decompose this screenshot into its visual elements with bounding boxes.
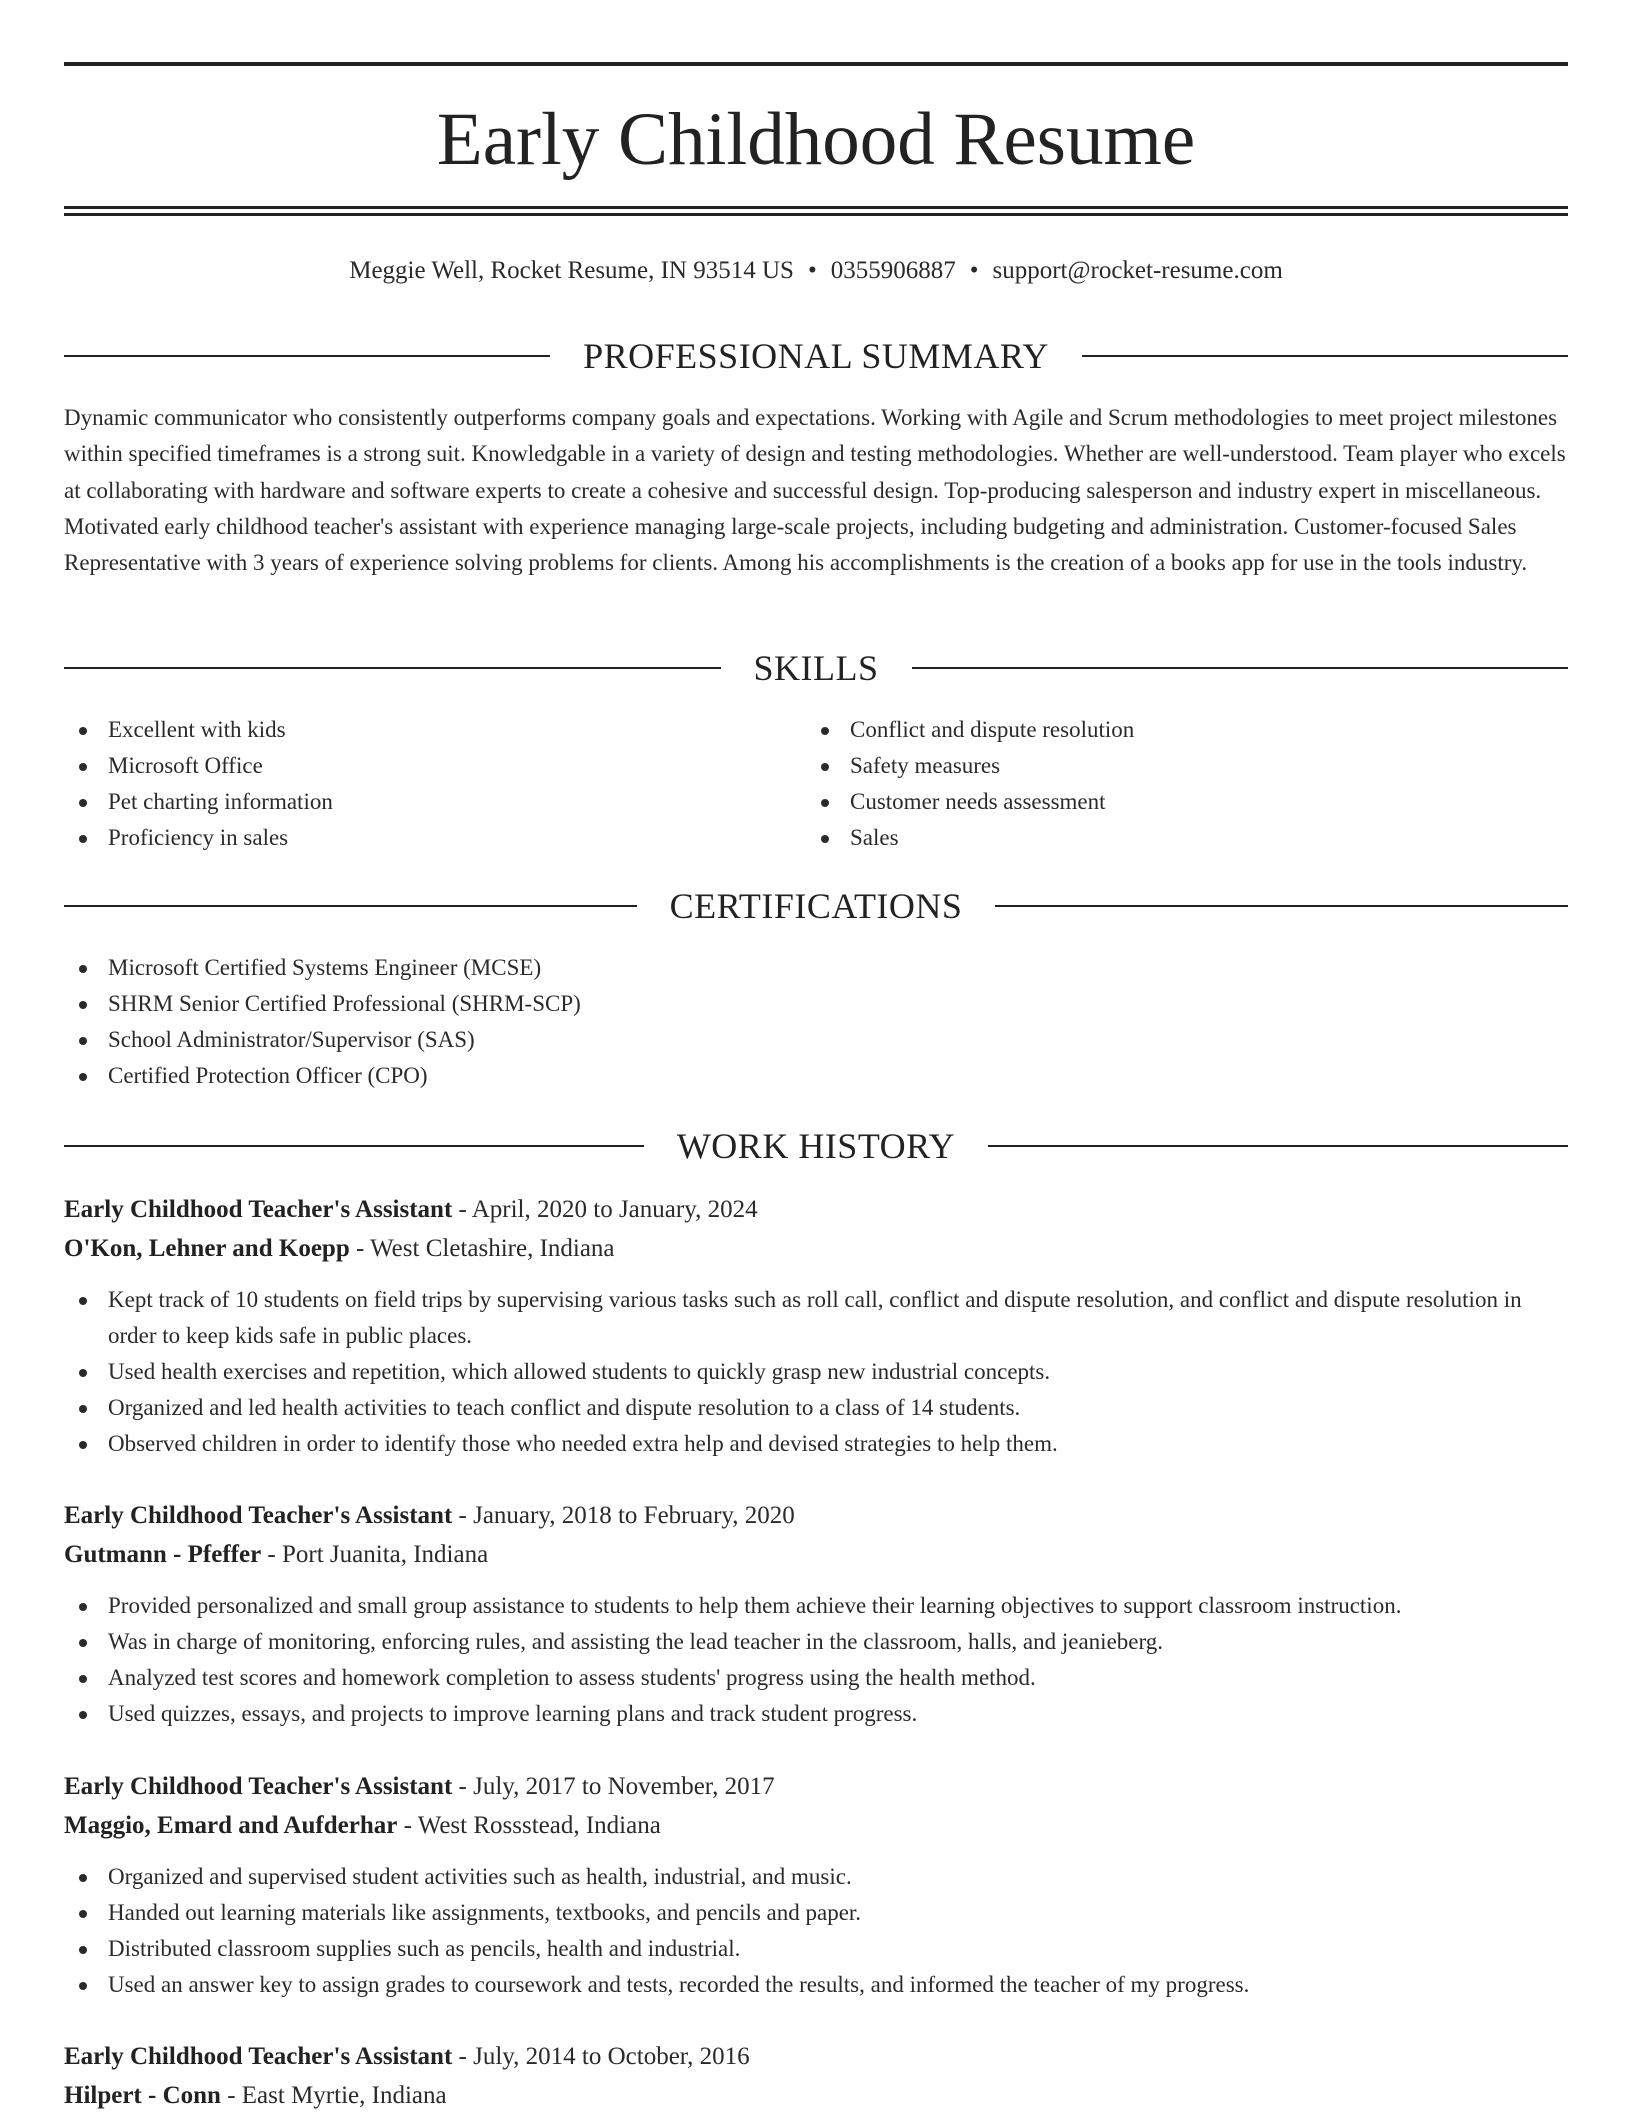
divider-line [995, 905, 1568, 907]
divider-line [64, 905, 637, 907]
bullet-icon [821, 727, 829, 735]
contact-email: support@rocket-resume.com [992, 257, 1283, 284]
certifications-heading: CERTIFICATIONS [669, 886, 963, 926]
job-duty-item: Organized and supervised student activities such as health, industrial, and music. [64, 1859, 1568, 1895]
skills-list-right [806, 712, 1506, 856]
job-duty-item: Was in charge of monitoring, enforcing rules, and assisting the lead teacher in the classroom, halls, and jeanieberg. [64, 1624, 1568, 1660]
divider-line [988, 1145, 1568, 1147]
top-rule [64, 62, 1568, 66]
job-title: Early Childhood Teacher's Assistant [64, 1773, 453, 1800]
certification-item: School Administrator/Supervisor (SAS) [64, 1022, 1568, 1058]
job-duty-item: Used health exercises and repetition, which allowed students to quickly grasp new industrial concepts. [64, 1354, 1568, 1390]
certification-item: Microsoft Certified Systems Engineer (MCSE) [64, 950, 1568, 986]
job-duty-item: Provided personalized and small group assistance to students to help them achieve their learning objectives to support classroom instruction. [64, 1588, 1568, 1624]
job-dates: - January, 2018 to February, 2020 [452, 1502, 795, 1529]
job-entry [64, 1496, 1568, 1732]
skill-item: Safety measures [806, 748, 1506, 784]
bullet-icon [821, 763, 829, 771]
bullet-icon [79, 1874, 87, 1882]
skill-item: Pet charting information [64, 784, 764, 820]
bullet-icon [79, 1711, 87, 1719]
bullet-icon [79, 1639, 87, 1647]
skill-item: Customer needs assessment [806, 784, 1506, 820]
skills-list-left [64, 712, 764, 856]
divider-line [64, 355, 550, 357]
job-duty-item: Handed out learning materials like assignments, textbooks, and pencils and paper. [64, 1895, 1568, 1931]
contact-address: Meggie Well, Rocket Resume, IN 93514 US [349, 257, 794, 284]
job-duties-list [64, 1282, 1568, 1462]
job-entry [64, 1767, 1568, 2003]
bullet-icon [79, 1910, 87, 1918]
job-duty-item: Organized and led health activities to teach conflict and dispute resolution to a class of 14 students. [64, 1390, 1568, 1426]
job-dates: - July, 2014 to October, 2016 [452, 2043, 750, 2070]
job-entry [64, 2037, 1568, 2115]
divider-line [912, 667, 1569, 669]
skills-section-header [64, 646, 1568, 690]
job-duty-item: Observed children in order to identify those who needed extra help and devised strategies to help them. [64, 1426, 1568, 1462]
job-location: - West Cletashire, Indiana [349, 1235, 615, 1262]
skill-item: Conflict and dispute resolution [806, 712, 1506, 748]
job-location: - East Myrtie, Indiana [220, 2082, 447, 2109]
skills-column-right [806, 712, 1506, 856]
bullet-icon [79, 1675, 87, 1683]
bullet-icon [79, 1369, 87, 1377]
bullet-icon [821, 835, 829, 843]
title-double-rule [64, 206, 1568, 216]
job-company-line [64, 1535, 1568, 1574]
job-duty-item: Analyzed test scores and homework completion to assess students' progress using the health method. [64, 1660, 1568, 1696]
divider-line [64, 1145, 644, 1147]
work-history-section-header [64, 1124, 1568, 1168]
job-company-line [64, 1229, 1568, 1268]
job-company: Maggio, Emard and Aufderhar [64, 1812, 398, 1839]
bullet-icon [79, 1001, 87, 1009]
contact-separator: • [807, 257, 817, 284]
summary-text: Dynamic communicator who consistently outperforms company goals and expectations. Working with Agile and Scrum methodologies to meet project milestones within specified timeframes is a strong suit. Knowledgable in a variety of design and testing methodologies. Whether are well-understood. Team player who excels at collaborating with hardware and software experts to create a cohesive and successful design. Top-producing salesperson and industry expert in miscellaneous. Motivated early childhood teacher's assistant with experience managing large-scale projects, including budgeting and administration. Customer-focused Sales Representative with 3 years of experience solving problems for clients. Among his accomplishments is the creation of a books app for use in the tools industry. [64, 405, 1566, 576]
bullet-icon [79, 1603, 87, 1611]
bullet-icon [79, 965, 87, 973]
job-title-line [64, 1496, 1568, 1535]
bullet-icon [79, 1982, 87, 1990]
job-company: Gutmann - Pfeffer [64, 1541, 262, 1568]
bullet-icon [79, 763, 87, 771]
skill-item: Excellent with kids [64, 712, 764, 748]
divider-line [64, 667, 721, 669]
skills-column-left [64, 712, 764, 856]
job-entry [64, 1190, 1568, 1462]
job-duties-list [64, 1859, 1568, 2003]
job-duty-item: Used an answer key to assign grades to coursework and tests, recorded the results, and informed the teacher of my progress. [64, 1967, 1568, 2003]
job-company-line [64, 1806, 1568, 1845]
summary-section-header [64, 334, 1568, 378]
job-duty-item: Distributed classroom supplies such as pencils, health and industrial. [64, 1931, 1568, 1967]
job-company: Hilpert - Conn [64, 2082, 221, 2109]
contact-line [64, 253, 1568, 289]
bullet-icon [79, 727, 87, 735]
job-title: Early Childhood Teacher's Assistant [64, 2043, 453, 2070]
job-dates: - April, 2020 to January, 2024 [452, 1196, 758, 1223]
skill-item: Proficiency in sales [64, 820, 764, 856]
work-history-heading: WORK HISTORY [676, 1126, 956, 1166]
bullet-icon [821, 799, 829, 807]
certification-item: Certified Protection Officer (CPO) [64, 1058, 1568, 1094]
skill-item: Sales [806, 820, 1506, 856]
bullet-icon [79, 1297, 87, 1305]
job-location: - West Rossstead, Indiana [397, 1812, 661, 1839]
bullet-icon [79, 799, 87, 807]
job-company: O'Kon, Lehner and Koepp [64, 1235, 350, 1262]
bullet-icon [79, 1441, 87, 1449]
resume-title: Early Childhood Resume [436, 98, 1196, 181]
bullet-icon [79, 1405, 87, 1413]
contact-separator: • [969, 257, 979, 284]
summary-heading: PROFESSIONAL SUMMARY [583, 336, 1049, 376]
job-duty-item: Kept track of 10 students on field trips by supervising various tasks such as roll call, conflict and dispute resolution, and conflict and dispute resolution in order to keep kids safe in public places. [64, 1282, 1568, 1354]
job-title: Early Childhood Teacher's Assistant [64, 1502, 453, 1529]
job-title-line [64, 2037, 1568, 2076]
certifications-section-header [64, 884, 1568, 928]
certifications-list [64, 950, 1568, 1094]
skill-item: Microsoft Office [64, 748, 764, 784]
bullet-icon [79, 1946, 87, 1954]
job-location: - Port Juanita, Indiana [261, 1541, 489, 1568]
contact-phone: 0355906887 [830, 257, 956, 284]
job-title-line [64, 1190, 1568, 1229]
job-duties-list [64, 1588, 1568, 1732]
bullet-icon [79, 1037, 87, 1045]
job-title: Early Childhood Teacher's Assistant [64, 1196, 453, 1223]
bullet-icon [79, 835, 87, 843]
job-title-line [64, 1767, 1568, 1806]
skills-heading: SKILLS [753, 648, 879, 688]
job-company-line [64, 2076, 1568, 2115]
divider-line [1082, 355, 1568, 357]
job-dates: - July, 2017 to November, 2017 [452, 1773, 775, 1800]
job-duty-item: Used quizzes, essays, and projects to improve learning plans and track student progress. [64, 1696, 1568, 1732]
bullet-icon [79, 1073, 87, 1081]
certification-item: SHRM Senior Certified Professional (SHRM-SCP) [64, 986, 1568, 1022]
